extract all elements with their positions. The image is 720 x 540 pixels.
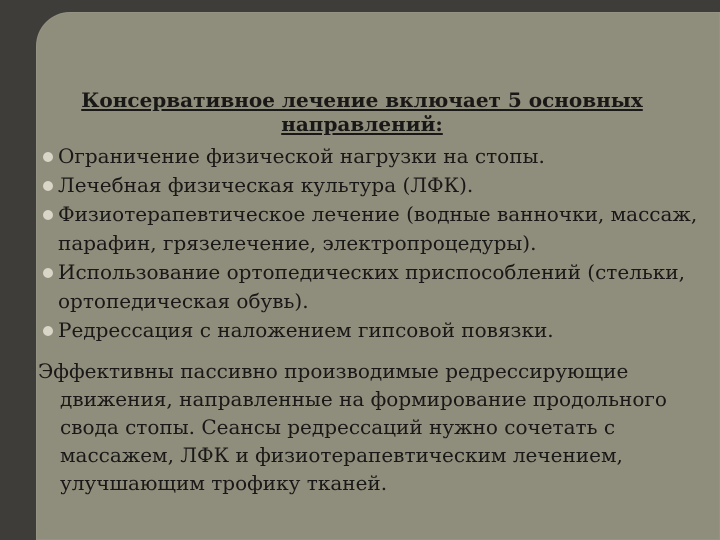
list-item-text: Редрессация с наложением гипсовой повязки.	[58, 318, 554, 342]
list-item-text: Физиотерапевтическое лечение (водные ванночки, массаж, парафин, грязелечение, электропроцедуры).	[58, 202, 698, 255]
list-item	[14, 200, 704, 258]
list-item-text: Использование ортопедических приспособлений (стельки, ортопедическая обувь).	[58, 260, 685, 313]
list-item	[14, 142, 704, 171]
bullet-icon	[43, 326, 53, 336]
bullet-list	[14, 142, 704, 345]
list-item-text: Лечебная физическая культура (ЛФК).	[58, 173, 474, 197]
slide-title: Консервативное лечение включает 5 основных направлений:	[81, 88, 643, 136]
summary-paragraph: Эффективны пассивно производимые редрессирующие движения, направленные на формирование продольного свода стопы. Сеансы редрессаций нужно сочетать с массажем, ЛФК и физиотерапевтическим лечением, улучшающим трофику тканей.	[38, 359, 667, 495]
list-item-text: Ограничение физической нагрузки на стопы.	[58, 144, 545, 168]
bullet-icon	[43, 210, 53, 220]
bullet-icon	[43, 268, 53, 278]
list-item	[14, 258, 704, 316]
list-item	[14, 316, 704, 345]
bullet-icon	[43, 152, 53, 162]
bullet-icon	[43, 181, 53, 191]
list-item	[14, 171, 704, 200]
